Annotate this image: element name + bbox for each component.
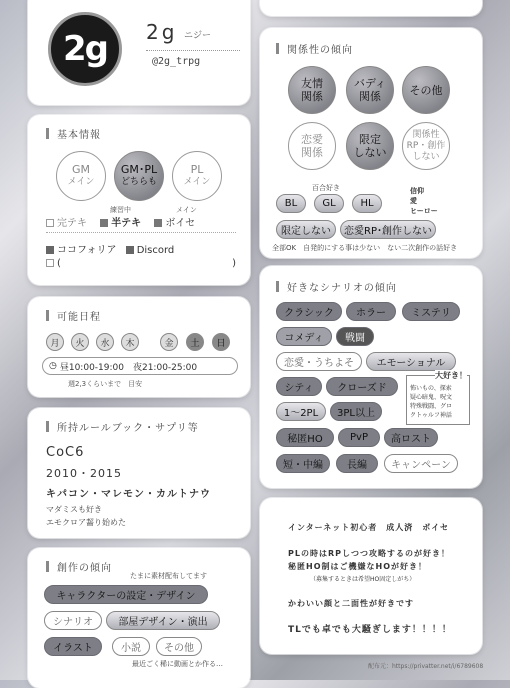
checkbox-icon (46, 246, 54, 254)
tag-3pl: 3PL以上 (330, 402, 382, 421)
no-limit-circle: 限定 しない (346, 122, 394, 170)
message-line-2: PLの時はRPしつつ攻略するのが好き！ (288, 549, 450, 558)
relation-footer: 全部OK 自発的にする事は少ない ない二次創作の話好き (272, 244, 458, 252)
tag-illustration: イラスト (44, 637, 102, 656)
tag-horror: ホラー (346, 302, 396, 321)
tag-closed: クローズド (326, 377, 398, 396)
tag-1-2pl: 1〜2PL (276, 402, 326, 421)
section-title: 基本情報 (46, 126, 101, 141)
credit-text[interactable]: 配布元：https://privatter.net/i/6789608 (368, 663, 484, 670)
day-fri: 金 (160, 333, 178, 351)
tag-no-romance-rp: 恋愛RP･創作しない (340, 220, 436, 239)
text-note-main: メイン (176, 206, 197, 214)
romance-circle: 恋愛 関係 (288, 122, 336, 170)
tag-bl: BL (276, 194, 306, 213)
tag-room-design: 部屋デザイン・演出 (106, 611, 220, 630)
checkbox-icon (46, 219, 54, 227)
creation-footer: 最近ごく稀に動画とか作る… (132, 660, 223, 668)
love-line-2: 疑心暗鬼、呪文 (410, 394, 453, 401)
rulebook-note-1: マダミスも好き (46, 505, 102, 514)
section-title: 創作の傾向 (46, 559, 112, 574)
schedule-card (28, 297, 250, 397)
section-title: 好きなシナリオの傾向 (276, 279, 397, 294)
supplements: キパコン・マレモン・カルトナウ (46, 489, 211, 500)
message-line-6: TLでも卓でも大騒ぎします！！！！ (288, 625, 452, 635)
tag-no-limit: 限定しない (276, 220, 336, 239)
love-line-4: クトゥルフ神話 (410, 412, 452, 419)
message-line-1: インターネット初心者 成人済 ボイセ (288, 523, 450, 532)
tag-battle: 戦闘 (336, 327, 374, 346)
checkbox-icon (100, 219, 108, 227)
tools-line: ココフォリア Discord (46, 241, 174, 256)
rulebook-note-2: エモクロア齧り始めた (46, 518, 126, 527)
tag-scenario: シナリオ (44, 611, 102, 630)
tag-high-lost: 高ロスト (384, 428, 438, 447)
tag-hl: HL (352, 194, 382, 213)
times-box: ◷ 昼10:00-19:00 夜21:00-25:00 (42, 357, 238, 375)
top-right-card (260, 0, 482, 16)
years: 2010・2015 (46, 467, 122, 480)
love-box (406, 371, 470, 425)
buddy-circle: バディ 関係 (346, 66, 394, 114)
day-thu: 木 (121, 333, 139, 351)
avatar (48, 12, 122, 86)
love-line-3: 特殊戦闘、グロ (410, 403, 453, 410)
day-mon: 月 (46, 333, 64, 351)
love-title: 大好き！ (435, 371, 467, 380)
yuri-note: 百合好き (312, 184, 340, 192)
tag-city: シティ (276, 377, 322, 396)
profile-handle[interactable]: @2g_trpg (152, 56, 201, 67)
basic-info-card (28, 115, 250, 285)
day-sat: 土 (186, 333, 204, 351)
text-options: 完テキ 半テキ ボイセ (46, 214, 195, 229)
tag-romance: 恋愛・うちよそ (276, 352, 362, 371)
clock-icon: ◷ (49, 361, 57, 371)
relation-card (260, 28, 482, 258)
checkbox-icon (154, 219, 162, 227)
day-tue: 火 (71, 333, 89, 351)
text-note-practice: 練習中 (110, 206, 131, 214)
message-line-3: 秘匿HO制はご機嫌なHOが好き！ (288, 562, 427, 571)
message-line-4: （募集するときは希望HO固定しがち） (310, 576, 416, 583)
day-sun: 日 (212, 333, 230, 351)
creation-card (28, 548, 250, 688)
gm-pl-circle: GM･PL どちらも (114, 151, 164, 201)
tag-mystery: ミステリ (402, 302, 460, 321)
profile-name-kana: ニジー (184, 31, 212, 41)
tag-long: 長編 (336, 454, 378, 473)
creation-note: たまに素材配布してます (130, 572, 207, 580)
logo-text: 2g (63, 29, 107, 69)
love-line-1: 怖いもの、探索 (410, 385, 452, 392)
schedule-note: 週2,3くらいまで 目安 (68, 380, 143, 388)
friendship-circle: 友情 関係 (288, 66, 336, 114)
scenario-card (260, 266, 482, 488)
pl-main-circle: PL メイン (172, 151, 222, 201)
side-note-1: 信仰 (410, 187, 424, 195)
side-note-3: ヒーロー (410, 207, 438, 215)
rulebook-card (28, 408, 250, 538)
tag-character-design: キャラクターの設定・デザイン (44, 585, 208, 604)
tag-comedy: コメディ (276, 327, 332, 346)
tag-gl: GL (314, 194, 344, 213)
tag-emotional: エモーショナル (366, 352, 456, 371)
profile-card (28, 0, 250, 105)
gm-main-circle: GM メイン (56, 151, 106, 201)
section-title: 関係性の傾向 (276, 41, 353, 56)
no-rp-circle: 関係性 RP・創作 しない (402, 122, 450, 170)
side-note-2: 愛 (410, 197, 417, 205)
tag-pvp: PvP (338, 428, 380, 447)
message-line-5: かわいい顔と二面性が好きです (288, 599, 414, 608)
section-title: 所持ルールブック・サプリ等 (46, 419, 199, 434)
checkbox-icon (46, 259, 54, 267)
section-title: 可能日程 (46, 308, 101, 323)
other-tool-line: ( ) (46, 258, 236, 269)
day-wed: 水 (96, 333, 114, 351)
tag-hidden-ho: 秘匿HO (276, 428, 334, 447)
tag-classic: クラシック (276, 302, 342, 321)
tag-other: その他 (156, 637, 202, 656)
other-circle: その他 (402, 66, 450, 114)
system-name: CoC6 (46, 445, 85, 460)
checkbox-icon (126, 246, 134, 254)
tag-short-mid: 短・中編 (276, 454, 330, 473)
profile-name: 2g (146, 20, 178, 44)
tag-novel: 小説 (112, 637, 150, 656)
tag-campaign: キャンペーン (384, 454, 458, 473)
message-card (260, 498, 482, 654)
